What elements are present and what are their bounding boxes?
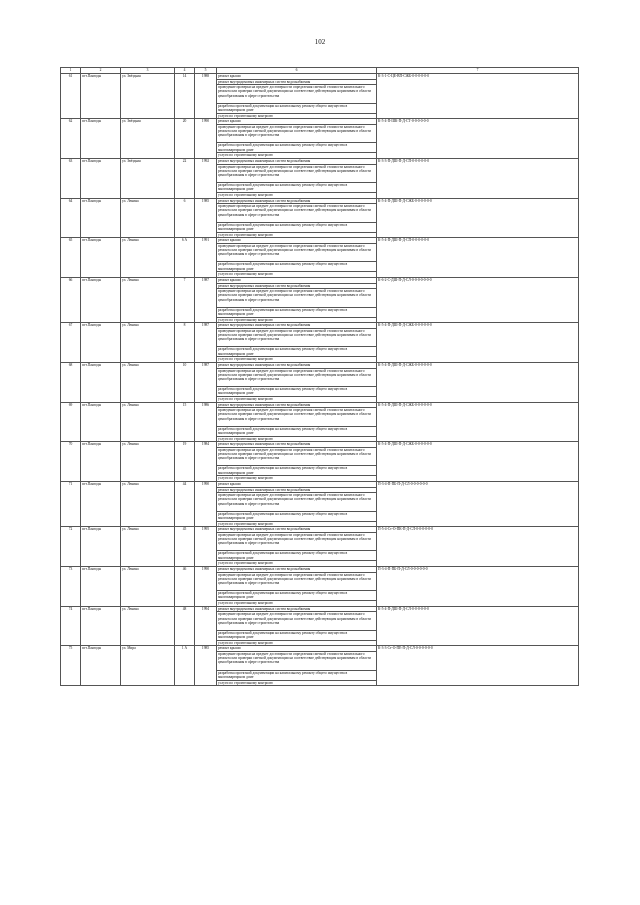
work-type-cell: ремонт крыши bbox=[217, 646, 377, 652]
row-number: 64 bbox=[61, 198, 81, 238]
work-type-cell: ремонт внутридомовых инженерных систем водоснабжения bbox=[217, 323, 377, 329]
settlement-cell: пгт.Пангоды bbox=[81, 442, 121, 482]
work-type-cell: ремонт внутридомовых инженерных систем водоснабжения bbox=[217, 402, 377, 408]
year-cell: 1987 bbox=[195, 278, 217, 323]
row-number: 74 bbox=[61, 606, 81, 646]
work-type-cell: разработка проектной документации на капитальному ремонту общего имущества в многоквартирном доме bbox=[217, 466, 377, 476]
work-type-cell: ремонт внутридомовых инженерных систем водоснабжения bbox=[217, 198, 377, 204]
street-cell: ул. Мира bbox=[121, 646, 175, 686]
work-type-cell: разработка проектной документации на капитальному ремонту общего имущества в многоквартирном доме bbox=[217, 551, 377, 561]
work-type-cell: ремонт внутридомовых инженерных систем водоснабжения bbox=[217, 363, 377, 369]
work-type-cell: проведение проверки на предмет достоверности определения сметной стоимости капитального ремонта или проверки сметной документации на соответствие действующим нормативам в области ценообразования в сфере строительства bbox=[217, 408, 377, 427]
settlement-cell: пгт.Пангоды bbox=[81, 363, 121, 403]
house-number-cell: 7 bbox=[175, 278, 195, 323]
work-type-cell: услуги по строительному контролю bbox=[217, 601, 377, 607]
house-number-cell: 22 bbox=[175, 158, 195, 198]
year-cell: 1987 bbox=[195, 323, 217, 363]
work-type-cell: услуги по строительному контролю bbox=[217, 272, 377, 278]
year-cell: 1986 bbox=[195, 402, 217, 442]
street-cell: ул. Ленина bbox=[121, 198, 175, 238]
year-cell: 1990 bbox=[195, 119, 217, 159]
street-cell: ул. Ленина bbox=[121, 606, 175, 646]
building-code-cell: К-3-3-П-ДШ-П-Д-СП-0-0-0-0-0-0 bbox=[377, 158, 579, 198]
row-number: 75 bbox=[61, 646, 81, 686]
work-type-cell: разработка проектной документации на капитальному ремонту общего имущества в многоквартирном доме bbox=[217, 387, 377, 397]
row-number: 65 bbox=[61, 238, 81, 278]
year-cell: 1988 bbox=[195, 74, 217, 119]
house-number-cell: 46 bbox=[175, 567, 195, 607]
work-type-cell: услуги по строительному контролю bbox=[217, 680, 377, 686]
work-type-cell: услуги по строительному контролю bbox=[217, 640, 377, 646]
work-type-cell: проведение проверки на предмет достоверности определения сметной стоимости капитального ремонта или проверки сметной документации на соответствие действующим нормативам в области ценообразования в сфере строительства bbox=[217, 368, 377, 387]
building-code-cell: К-5-4-П-ДШ-П-Д-СП-0-0-0-0-0-0 bbox=[377, 238, 579, 278]
street-cell: ул. Ленина bbox=[121, 567, 175, 607]
building-code-cell: К-3-3-Ст-О-ПЕ-П-Д-СЛ-0-0-0-0-0-0 bbox=[377, 646, 579, 686]
year-cell: 1990 bbox=[195, 482, 217, 527]
settlement-cell: пгт.Пангоды bbox=[81, 402, 121, 442]
street-cell: ул. Ленина bbox=[121, 363, 175, 403]
building-code-cell: К-5-4-П-ШК-П-Д-СТ-0-0-0-0-0-0 bbox=[377, 119, 579, 159]
work-type-cell: разработка проектной документации на капитальному ремонту общего имущества в многоквартирном доме bbox=[217, 307, 377, 317]
house-number-cell: 44 bbox=[175, 482, 195, 527]
year-cell: 1991 bbox=[195, 238, 217, 278]
settlement-cell: пгт.Пангоды bbox=[81, 74, 121, 119]
settlement-cell: пгт.Пангоды bbox=[81, 527, 121, 567]
year-cell: 1992 bbox=[195, 158, 217, 198]
work-type-cell: разработка проектной документации на капитальному ремонту общего имущества в многоквартирном доме bbox=[217, 426, 377, 436]
house-number-cell: 1 А bbox=[175, 646, 195, 686]
building-code-cell: П-5-4-Ст-О-ПК-П-Д-СЛ-0-0-0-0-0-0 bbox=[377, 527, 579, 567]
column-header: 2 bbox=[81, 68, 121, 74]
work-type-cell: услуги по строительному контролю bbox=[217, 357, 377, 363]
work-type-cell: ремонт крыши bbox=[217, 238, 377, 244]
settlement-cell: пгт.Пангоды bbox=[81, 119, 121, 159]
row-number: 68 bbox=[61, 363, 81, 403]
house-number-cell: 15 bbox=[175, 402, 195, 442]
settlement-cell: пгт.Пангоды bbox=[81, 606, 121, 646]
work-type-cell: проведение проверки на предмет достоверности определения сметной стоимости капитального ремонта или проверки сметной документации на соответствие действующим нормативам в области ценообразования в сфере строительства bbox=[217, 493, 377, 512]
settlement-cell: пгт.Пангоды bbox=[81, 238, 121, 278]
building-code-cell: К-3-1-С-ЦЕ-ВП-СЖБ-0-0-0-0-0-0 bbox=[377, 74, 579, 119]
work-type-cell: разработка проектной документации на капитальному ремонту общего имущества в многоквартирном доме bbox=[217, 591, 377, 601]
street-cell: ул. Ленина bbox=[121, 482, 175, 527]
house-number-cell: 8 bbox=[175, 323, 195, 363]
row-number: 72 bbox=[61, 527, 81, 567]
work-type-cell: разработка проектной документации на капитальному ремонту общего имущества в многоквартирном доме bbox=[217, 143, 377, 153]
work-type-cell: разработка проектной документации на капитальному ремонту общего имущества в многоквартирном доме bbox=[217, 670, 377, 680]
work-type-cell: проведение проверки на предмет достоверности определения сметной стоимости капитального ремонта или проверки сметной документации на соответствие действующим нормативам в области ценообразования в сфере строительства bbox=[217, 652, 377, 671]
work-type-cell: ремонт крыши bbox=[217, 482, 377, 488]
column-header: 3 bbox=[121, 68, 175, 74]
year-cell: 1995 bbox=[195, 527, 217, 567]
settlement-cell: пгт.Пангоды bbox=[81, 482, 121, 527]
settlement-cell: пгт.Пангоды bbox=[81, 646, 121, 686]
building-code-cell: К-6-2-С-ДШ-П-Д-СЛ-0-0-0-0-0-0-0 bbox=[377, 278, 579, 323]
work-type-cell: услуги по строительному контролю bbox=[217, 113, 377, 119]
work-type-cell: разработка проектной документации на капитальному ремонту общего имущества в многоквартирном доме bbox=[217, 222, 377, 232]
work-type-cell: услуги по строительному контролю bbox=[217, 521, 377, 527]
work-type-cell: ремонт внутридомовых инженерных систем водоснабжения bbox=[217, 442, 377, 448]
work-type-cell: разработка проектной документации на капитальному ремонту общего имущества в многоквартирном доме bbox=[217, 183, 377, 193]
building-code-cell: К-5-4-П-ДШ-П-Д-СЖБ-0-0-0-0-0-0 bbox=[377, 363, 579, 403]
row-number: 69 bbox=[61, 402, 81, 442]
work-type-cell: услуги по строительному контролю bbox=[217, 317, 377, 323]
work-type-cell: проведение проверки на предмет достоверности определения сметной стоимости капитального ремонта или проверки сметной документации на соответствие действующим нормативам в области ценообразования в сфере строительства bbox=[217, 85, 377, 104]
page-number: 102 bbox=[314, 38, 326, 46]
work-type-cell: проведение проверки на предмет достоверности определения сметной стоимости капитального ремонта или проверки сметной документации на соответствие действующим нормативам в области ценообразования в сфере строительства bbox=[217, 328, 377, 347]
house-number-cell: 48 bbox=[175, 606, 195, 646]
work-type-cell: проведение проверки на предмет достоверности определения сметной стоимости капитального ремонта или проверки сметной документации на соответствие действующим нормативам в области ценообразования в сфере строительства bbox=[217, 612, 377, 631]
house-number-cell: 6 А bbox=[175, 238, 195, 278]
street-cell: ул. Ленина bbox=[121, 442, 175, 482]
work-type-cell: проведение проверки на предмет достоверности определения сметной стоимости капитального ремонта или проверки сметной документации на соответствие действующим нормативам в области ценообразования в сфере строительства bbox=[217, 164, 377, 183]
work-type-cell: проведение проверки на предмет достоверности определения сметной стоимости капитального ремонта или проверки сметной документации на соответствие действующим нормативам в области ценообразования в сфере строительства bbox=[217, 289, 377, 308]
work-type-cell: услуги по строительному контролю bbox=[217, 232, 377, 238]
building-code-cell: П-3-4-П-ПБ-П-Д-СЛ-0-0-0-0-0-0 bbox=[377, 567, 579, 607]
house-number-cell: 19 bbox=[175, 442, 195, 482]
column-header: 4 bbox=[175, 68, 195, 74]
column-header: 6 bbox=[217, 68, 377, 74]
work-type-cell: услуги по строительному контролю bbox=[217, 397, 377, 403]
street-cell: ул. Звёздная bbox=[121, 119, 175, 159]
house-number-cell: 20 bbox=[175, 119, 195, 159]
work-type-cell: ремонт крыши bbox=[217, 119, 377, 125]
work-type-cell: разработка проектной документации на капитальному ремонту общего имущества в многоквартирном доме bbox=[217, 347, 377, 357]
street-cell: ул. Звёздная bbox=[121, 74, 175, 119]
settlement-cell: пгт.Пангоды bbox=[81, 323, 121, 363]
capital-repair-table bbox=[60, 67, 579, 686]
building-code-cell: К-5-4-П-ДШ-П-Д-СЛ-0-0-0-0-0-0 bbox=[377, 606, 579, 646]
work-type-cell: разработка проектной документации на капитальному ремонту общего имущества в многоквартирном доме bbox=[217, 511, 377, 521]
street-cell: ул. Звёздная bbox=[121, 158, 175, 198]
work-type-cell: ремонт внутридомовых инженерных систем водоснабжения bbox=[217, 567, 377, 573]
work-type-cell: проведение проверки на предмет достоверности определения сметной стоимости капитального ремонта или проверки сметной документации на соответствие действующим нормативам в области ценообразования в сфере строительства bbox=[217, 204, 377, 223]
row-number: 61 bbox=[61, 74, 81, 119]
settlement-cell: пгт.Пангоды bbox=[81, 567, 121, 607]
work-type-cell: проведение проверки на предмет достоверности определения сметной стоимости капитального ремонта или проверки сметной документации на соответствие действующим нормативам в области ценообразования в сфере строительства bbox=[217, 124, 377, 143]
work-type-cell: услуги по строительному контролю bbox=[217, 153, 377, 159]
work-type-cell: ремонт внутридомовых инженерных систем водоснабжения bbox=[217, 606, 377, 612]
work-type-cell: ремонт крыши bbox=[217, 278, 377, 284]
work-type-cell: услуги по строительному контролю bbox=[217, 476, 377, 482]
work-type-cell: услуги по строительному контролю bbox=[217, 193, 377, 199]
street-cell: ул. Ленина bbox=[121, 527, 175, 567]
year-cell: 1985 bbox=[195, 646, 217, 686]
work-type-cell: ремонт внутридомовых инженерных систем водоснабжения bbox=[217, 283, 377, 289]
house-number-cell: 14 bbox=[175, 74, 195, 119]
settlement-cell: пгт.Пангоды bbox=[81, 158, 121, 198]
year-cell: 1984 bbox=[195, 442, 217, 482]
work-type-cell: услуги по строительному контролю bbox=[217, 436, 377, 442]
year-cell: 1987 bbox=[195, 363, 217, 403]
work-type-cell: ремонт внутридомовых инженерных систем водоснабжения bbox=[217, 79, 377, 85]
work-type-cell: разработка проектной документации на капитальному ремонту общего имущества в многоквартирном доме bbox=[217, 262, 377, 272]
table-body bbox=[61, 74, 579, 686]
settlement-cell: пгт.Пангоды bbox=[81, 198, 121, 238]
year-cell: 1994 bbox=[195, 606, 217, 646]
column-header: 1 bbox=[61, 68, 81, 74]
work-type-cell: разработка проектной документации на капитальному ремонту общего имущества в многоквартирном доме bbox=[217, 103, 377, 113]
building-code-cell: К-5-4-П-ДШ-П-Д-СЖБ-0-0-0-0-0-0 bbox=[377, 442, 579, 482]
work-type-cell: ремонт внутридомовых инженерных систем водоснабжения bbox=[217, 487, 377, 493]
row-number: 73 bbox=[61, 567, 81, 607]
work-type-cell: ремонт внутридомовых инженерных систем водоснабжения bbox=[217, 158, 377, 164]
street-cell: ул. Ленина bbox=[121, 278, 175, 323]
street-cell: ул. Ленина bbox=[121, 402, 175, 442]
street-cell: ул. Ленина bbox=[121, 323, 175, 363]
work-type-cell: проведение проверки на предмет достоверности определения сметной стоимости капитального ремонта или проверки сметной документации на соответствие действующим нормативам в области ценообразования в сфере строительства bbox=[217, 532, 377, 551]
work-type-cell: проведение проверки на предмет достоверности определения сметной стоимости капитального ремонта или проверки сметной документации на соответствие действующим нормативам в области ценообразования в сфере строительства bbox=[217, 447, 377, 466]
house-number-cell: 10 bbox=[175, 363, 195, 403]
work-type-cell: проведение проверки на предмет достоверности определения сметной стоимости капитального ремонта или проверки сметной документации на соответствие действующим нормативам в области ценообразования в сфере строительства bbox=[217, 572, 377, 591]
year-cell: 1985 bbox=[195, 198, 217, 238]
house-number-cell: 6 bbox=[175, 198, 195, 238]
work-type-cell: ремонт внутридомовых инженерных систем водоснабжения bbox=[217, 527, 377, 533]
row-number: 66 bbox=[61, 278, 81, 323]
row-number: 70 bbox=[61, 442, 81, 482]
column-header: 5 bbox=[195, 68, 217, 74]
row-number: 71 bbox=[61, 482, 81, 527]
row-number: 67 bbox=[61, 323, 81, 363]
row-number: 62 bbox=[61, 119, 81, 159]
work-type-cell: услуги по строительному контролю bbox=[217, 561, 377, 567]
work-type-cell: разработка проектной документации на капитальному ремонту общего имущества в многоквартирном доме bbox=[217, 630, 377, 640]
row-number: 63 bbox=[61, 158, 81, 198]
building-code-cell: К-5-4-П-ДШ-П-Д-СЖБ-0-0-0-0-0-0 bbox=[377, 402, 579, 442]
work-type-cell: ремонт крыши bbox=[217, 74, 377, 80]
column-header: 7 bbox=[377, 68, 579, 74]
street-cell: ул. Ленина bbox=[121, 238, 175, 278]
house-number-cell: 45 bbox=[175, 527, 195, 567]
building-code-cell: П-3-4-П-ПБ-П-Д-СЛ-0-0-0-0-0-0 bbox=[377, 482, 579, 527]
settlement-cell: пгт.Пангоды bbox=[81, 278, 121, 323]
building-code-cell: К-5-4-П-ДШ-П-Д-СЖБ-0-0-0-0-0-0 bbox=[377, 323, 579, 363]
year-cell: 1990 bbox=[195, 567, 217, 607]
building-code-cell: К-5-4-П-ДШ-П-Д-СЖБ-0-0-0-0-0-0 bbox=[377, 198, 579, 238]
work-type-cell: проведение проверки на предмет достоверности определения сметной стоимости капитального ремонта или проверки сметной документации на соответствие действующим нормативам в области ценообразования в сфере строительства bbox=[217, 243, 377, 262]
